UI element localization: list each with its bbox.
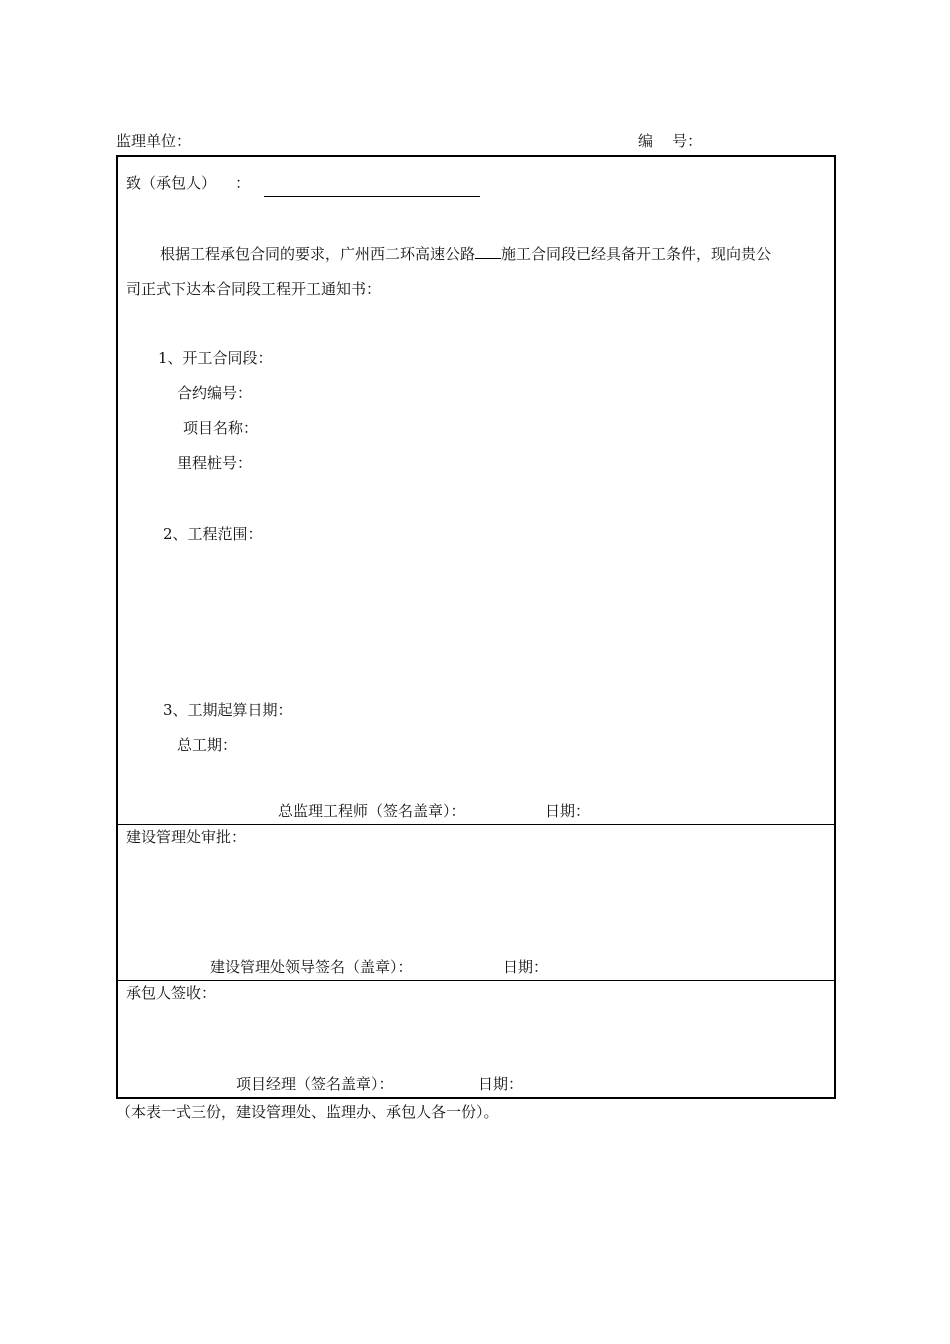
leader-sign-label: 建设管理处领导签名（盖章）：: [210, 958, 413, 976]
approval-date-label: 日期：: [503, 958, 549, 976]
contractor-name-blank: [264, 196, 480, 197]
project-name-label: 项目名称：: [183, 419, 259, 437]
footnote: （本表一式三份，建设管理处、监理办、承包人各一份）。: [116, 1103, 499, 1121]
total-period-label: 总工期：: [177, 736, 238, 754]
section1-title: 1、开工合同段：: [158, 349, 273, 367]
section-divider-approval: [118, 824, 834, 825]
notice-body-part1: 根据工程承包合同的要求，广州西二环高速公路: [160, 245, 476, 263]
contract-no-label: 合约编号：: [177, 384, 253, 402]
number-label: 编 号：: [638, 132, 703, 150]
notice-body-line1: [160, 244, 771, 263]
mileage-label: 里程桩号：: [177, 454, 253, 472]
supervisor-unit-label: 监理单位：: [116, 132, 192, 150]
contract-section-blank: [475, 244, 501, 259]
chief-date-label: 日期：: [545, 802, 591, 820]
section-divider-receipt: [118, 980, 834, 981]
receipt-title: 承包人签收：: [126, 984, 217, 1002]
section2-title: 2、工程范围：: [163, 525, 263, 543]
pm-sign-label: 项目经理（签名盖章）：: [236, 1075, 394, 1093]
notice-body-part2: 施工合同段已经具备开工条件，现向贵公: [501, 245, 772, 263]
chief-engineer-sign-label: 总监理工程师（签名盖章）：: [278, 802, 466, 820]
receipt-date-label: 日期：: [478, 1075, 524, 1093]
to-contractor-label: 致（承包人） ：: [126, 174, 251, 192]
approval-title: 建设管理处审批：: [126, 828, 247, 846]
notice-body-line2: 司正式下达本合同段工程开工通知书：: [126, 280, 382, 298]
section3-title: 3、工期起算日期：: [163, 701, 293, 719]
